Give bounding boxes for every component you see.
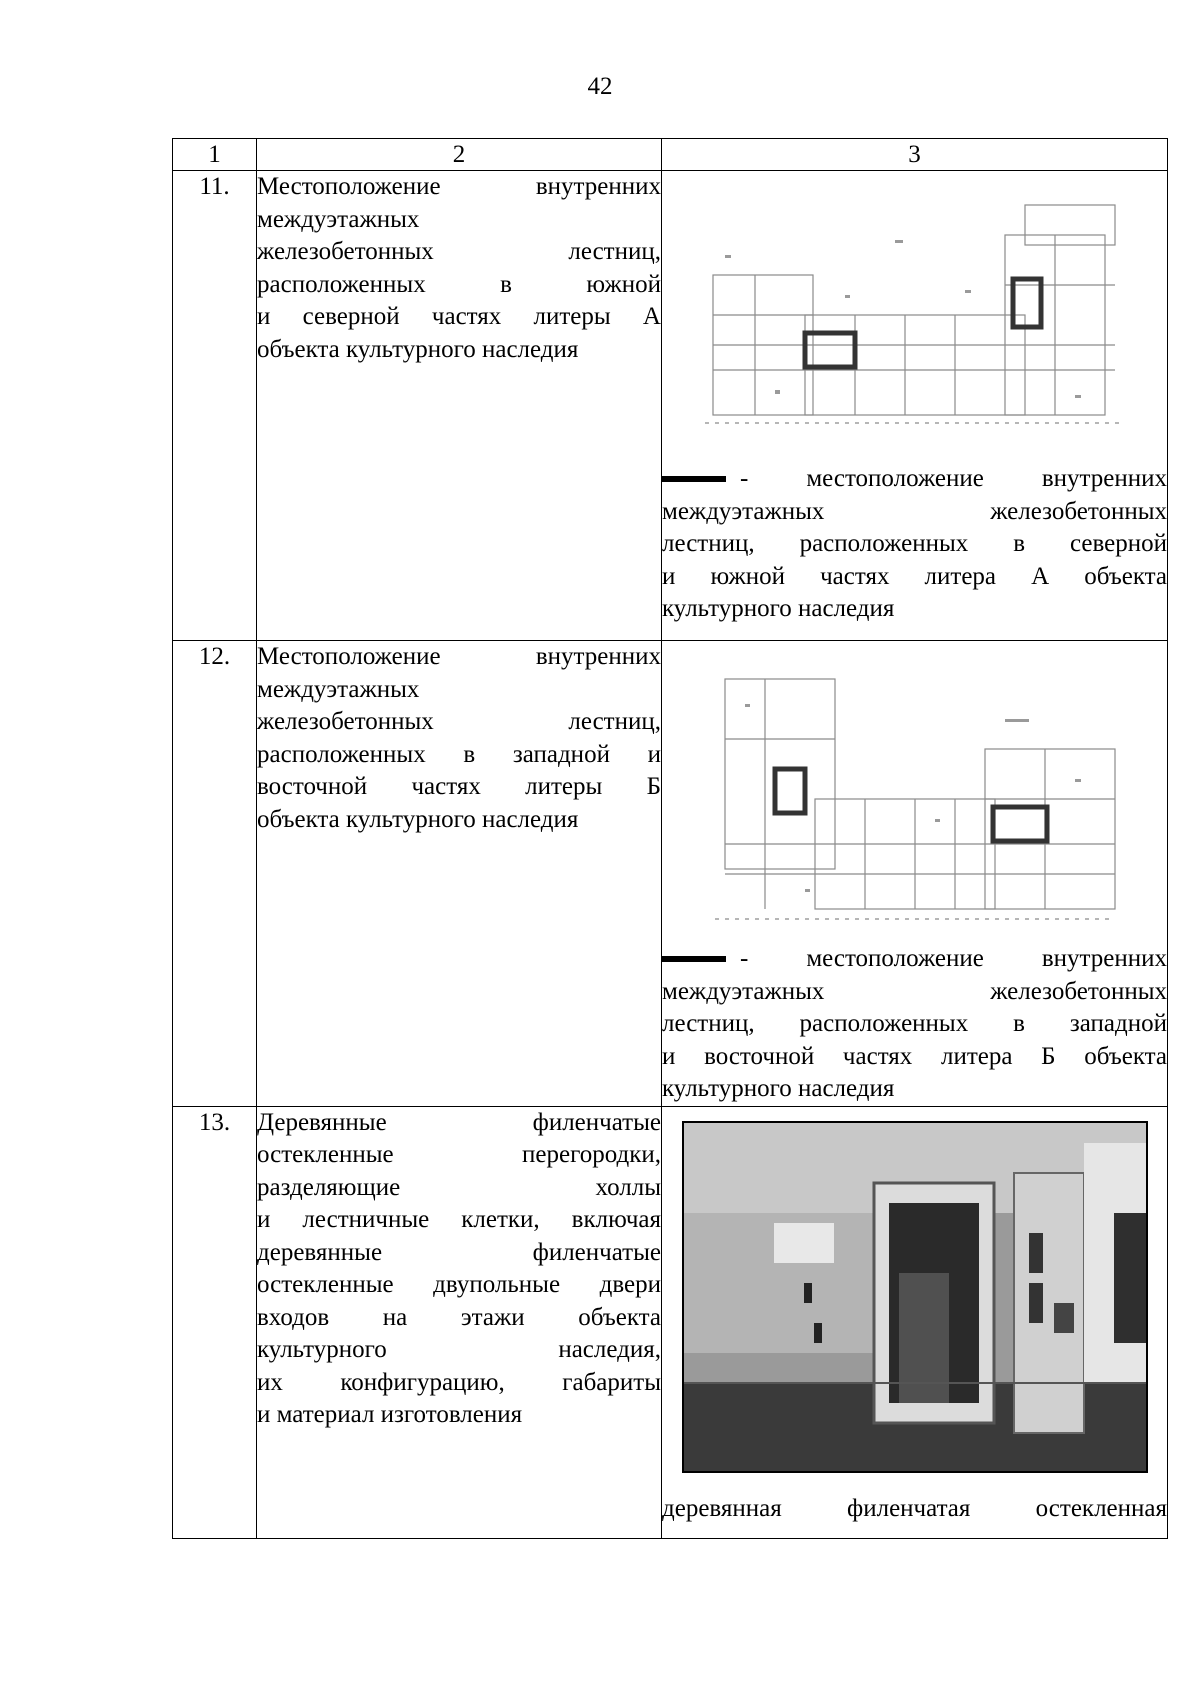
text-line: их конфигурацию, габариты: [257, 1368, 661, 1396]
col-header-3: 3: [662, 139, 1168, 171]
legend-word: внутренних: [1041, 945, 1167, 972]
row-figure-cell: [662, 171, 1168, 641]
objects-table: [172, 138, 1168, 1539]
legend: [662, 463, 1167, 626]
text-line: и восточной частях литера Б объекта: [662, 1042, 1167, 1070]
floor-plan-image-b: [705, 669, 1125, 929]
text-line: междуэтажных железобетонных: [662, 497, 1167, 525]
legend-text: [662, 496, 1167, 626]
text-line: лестниц, расположенных в западной: [662, 1010, 1167, 1037]
text-line: и северной частях литеры А: [257, 303, 661, 330]
row-number: 13.: [173, 1106, 257, 1538]
row-number: 11.: [173, 171, 257, 641]
text-line: междуэтажных: [257, 675, 420, 703]
legend-marker: [662, 476, 726, 482]
text-line: разделяющие холлы: [257, 1173, 661, 1201]
page-number: 42: [587, 73, 613, 100]
text-line: расположенных в южной: [257, 270, 661, 298]
row-number: 12.: [173, 641, 257, 1107]
text-line: культурного наследия: [662, 595, 895, 622]
legend-word: -: [740, 945, 749, 972]
text-line: Местоположение внутренних: [257, 643, 661, 670]
text-line: и лестничные клетки, включая: [257, 1206, 661, 1233]
legend-word: местоположение: [806, 945, 984, 972]
legend-first-line: [740, 943, 1167, 976]
text-line: междуэтажных железобетонных: [662, 977, 1167, 1005]
text-line: объекта культурного наследия: [257, 335, 579, 363]
text-line: деревянная филенчатая остекленная: [662, 1494, 1167, 1522]
legend-word: -: [740, 465, 749, 492]
col-header-2: 2: [257, 139, 662, 171]
text-line: остекленные двупольные двери: [257, 1271, 661, 1298]
text-line: расположенных в западной и: [257, 740, 661, 768]
text-line: и материал изготовления: [257, 1401, 523, 1428]
text-line: входов на этажи объекта: [257, 1303, 661, 1331]
legend: [662, 943, 1167, 1106]
row-description: [257, 1106, 662, 1538]
interior-photo: [682, 1121, 1148, 1473]
table-row: [173, 1106, 1168, 1538]
text-line: и южной частях литера А объекта: [662, 562, 1167, 590]
text-line: объекта культурного наследия: [257, 805, 579, 833]
row-figure-cell: [662, 641, 1168, 1107]
text-line: железобетонных лестниц,: [257, 708, 661, 735]
col-header-1: 1: [173, 139, 257, 171]
row-description: [257, 641, 662, 1107]
text-line: культурного наследия: [662, 1075, 895, 1102]
legend-marker: [662, 956, 726, 962]
legend-text: [662, 976, 1167, 1106]
text-line: Деревянные филенчатые: [257, 1108, 661, 1136]
table-row: [173, 641, 1168, 1107]
text-line: культурного наследия,: [257, 1336, 661, 1363]
table-row: [173, 171, 1168, 641]
text-line: железобетонных лестниц,: [257, 238, 661, 265]
legend-word: внутренних: [1041, 465, 1167, 492]
table-header-row: [173, 139, 1168, 171]
text-line: остекленные перегородки,: [257, 1141, 661, 1168]
legend-word: местоположение: [806, 465, 984, 492]
photo-caption: [662, 1493, 1167, 1526]
text-line: лестниц, расположенных в северной: [662, 530, 1167, 557]
text-line: Местоположение внутренних: [257, 173, 661, 200]
text-line: деревянные филенчатые: [257, 1238, 661, 1266]
floor-plan-image-a: [705, 195, 1125, 435]
row-description: [257, 171, 662, 641]
row-figure-cell: [662, 1106, 1168, 1538]
text-line: междуэтажных: [257, 205, 420, 233]
text-line: восточной частях литеры Б: [257, 773, 661, 800]
legend-first-line: [740, 463, 1167, 496]
